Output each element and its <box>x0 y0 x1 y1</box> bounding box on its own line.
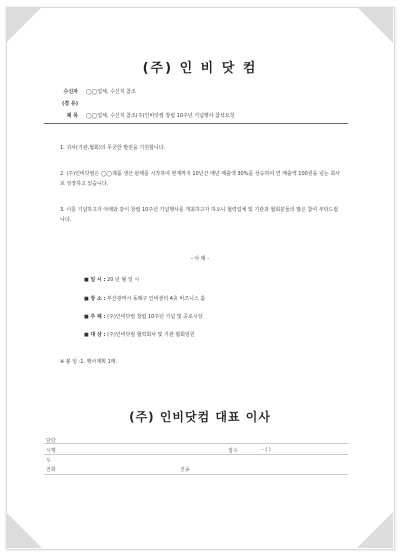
header-divider <box>44 123 348 124</box>
item-place: ■ 장 소 : 부산광역시 동래구 인비센터 4층 비즈니스 홀 <box>84 296 206 302</box>
via-row <box>50 100 78 107</box>
footer-staff-label: 담당 <box>46 438 56 444</box>
item-datetime-value: 20 년 월 일 시 <box>107 277 140 283</box>
item-datetime-label: 일 시 : <box>90 277 106 283</box>
footer-receive-value: - ( ) <box>262 447 271 453</box>
signer-name: (주) 인비닷컴 대표 이사 <box>129 410 271 424</box>
document-title: (주) 인 비 닷 컴 <box>142 61 258 76</box>
paragraph-3: 3. 이를 기념하고자 아래와 같이 창립 10주년 기념행사를 개최하고자 하오니 협력업체 및 기관과 협회분들의 많은 참여 부탁드립니다. <box>60 207 339 223</box>
item-place-label: 장 소 : <box>90 296 106 302</box>
item-target-label: 대 상 : <box>90 332 106 338</box>
footer-receive-label: 접수 <box>228 448 238 454</box>
footer-line-1 <box>44 443 348 444</box>
corner-fold-top-right <box>357 7 393 43</box>
item-datetime: ■ 일 시 : 20 년 월 일 시 <box>84 277 140 283</box>
corner-fold-top-left <box>6 7 42 43</box>
item-topic-label: 주 제 : <box>90 314 106 320</box>
footer-line-2 <box>44 454 348 455</box>
recipient-row <box>50 88 136 95</box>
item-topic-value: (주)인비닷컴 창립 10주년 기념 및 공로시상 <box>107 314 203 320</box>
item-target: ■ 대 상 : (주)인비닷컴 협력회사 및 기관 협회임원 <box>84 332 195 338</box>
footer-postal-label: 우 <box>46 458 51 464</box>
recipient-label: 수신자 <box>63 89 78 95</box>
footer-fax-label: 전송 <box>180 467 190 473</box>
item-target-value: (주)인비닷컴 협력회사 및 기관 협회임원 <box>107 332 195 338</box>
subject-value: ◯◯업체, 수신처 참조(주)인비닷컴 창립 10주년 기념행사 참석요청 <box>86 113 235 119</box>
recipient-value: ◯◯업체, 수신처 참조 <box>86 89 136 95</box>
footer-enforce-label: 시행 <box>46 448 56 454</box>
footer-line-3 <box>44 474 348 475</box>
footer-phone-label: 전화 <box>46 467 56 473</box>
corner-fold-bottom-right <box>357 512 393 548</box>
paragraph-2: 2. (주)인비닷컴은 ◯◯제품 생산 판매를 시작하여 현재까지 10년간 매년 매출액 30%를 상승하여 연 매출액 100원을 넘는 회사로 성장하고 있습니다. <box>60 171 341 187</box>
item-topic: ■ 주 제 : (주)인비닷컴 창립 10주년 기념 및 공로시상 <box>84 314 203 320</box>
subject-row <box>50 112 235 119</box>
corner-fold-bottom-left <box>6 512 42 548</box>
attachment-note: ※ 붙 임 :1. 행사계획 1매. <box>60 359 118 365</box>
paragraph-1: 1. 귀사(기관,협회)의 무궁한 발전을 기원합니다. <box>60 145 166 151</box>
below-heading: - 아 래 - <box>190 256 210 262</box>
via-label: (경 유) <box>62 101 78 107</box>
item-place-value: 부산광역시 동래구 인비센터 4층 비즈니스 홀 <box>107 296 206 302</box>
subject-label: 제 목 <box>66 113 78 119</box>
